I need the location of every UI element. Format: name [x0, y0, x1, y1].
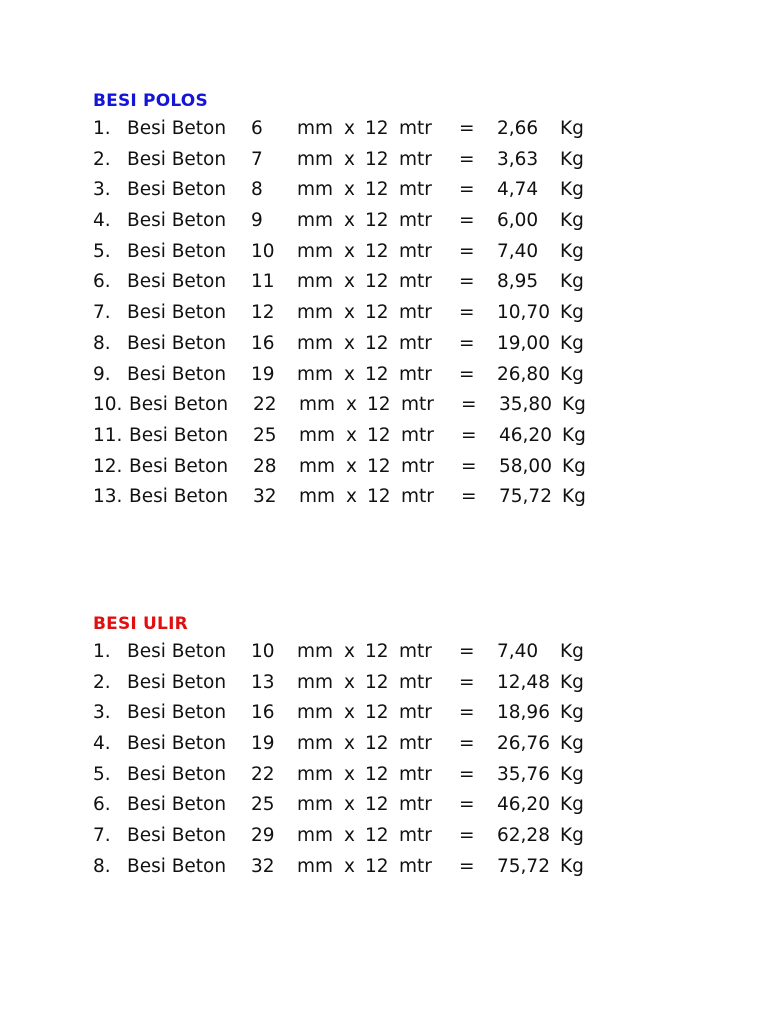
- equals-sign: =: [459, 641, 475, 662]
- bar-diameter: 9: [251, 210, 263, 232]
- item-number: 2.: [93, 148, 111, 170]
- bar-weight: 2,66: [497, 118, 539, 139]
- item-name: Besi Beton: [127, 271, 227, 293]
- equals-sign: =: [459, 271, 475, 293]
- besi-polos-section: [93, 88, 586, 513]
- bar-diameter: 6: [251, 118, 263, 139]
- bar-length: 12: [365, 641, 389, 662]
- length-unit: mtr: [399, 240, 432, 262]
- length-unit: mtr: [399, 148, 432, 170]
- item-number: 11.: [93, 424, 123, 446]
- bar-diameter: 25: [251, 794, 275, 816]
- diameter-unit: mm: [297, 302, 334, 324]
- item-name: Besi Beton: [127, 302, 227, 324]
- bar-diameter: 29: [251, 825, 275, 847]
- equals-sign: =: [461, 455, 477, 477]
- equals-sign: =: [459, 794, 475, 816]
- bar-weight: 19,00: [497, 332, 550, 354]
- bar-length: 12: [365, 271, 389, 293]
- list-item: [93, 698, 584, 729]
- diameter-unit: mm: [297, 148, 334, 170]
- bar-length: 12: [365, 855, 389, 877]
- bar-length: 12: [365, 825, 389, 847]
- equals-sign: =: [459, 148, 475, 170]
- equals-sign: =: [461, 424, 477, 446]
- length-unit: mtr: [399, 641, 432, 662]
- diameter-unit: mm: [297, 763, 334, 785]
- list-item: [93, 852, 584, 883]
- bar-length: 12: [367, 486, 391, 508]
- bar-length: 12: [365, 179, 389, 201]
- times-sign: x: [346, 394, 357, 416]
- weight-unit: Kg: [560, 794, 584, 816]
- bar-weight: 4,74: [497, 179, 539, 201]
- length-unit: mtr: [401, 394, 434, 416]
- item-number: 3.: [93, 179, 111, 201]
- times-sign: x: [344, 855, 355, 877]
- list-item: [93, 114, 584, 145]
- bar-diameter: 19: [251, 363, 275, 385]
- list-item: [93, 298, 584, 329]
- bar-weight: 3,63: [497, 148, 539, 170]
- list-item: [93, 729, 584, 760]
- bar-diameter: 22: [251, 763, 275, 785]
- equals-sign: =: [461, 394, 477, 416]
- times-sign: x: [344, 148, 355, 170]
- bar-diameter: 10: [251, 641, 275, 662]
- item-name: Besi Beton: [127, 240, 227, 262]
- diameter-unit: mm: [297, 671, 334, 693]
- diameter-unit: mm: [297, 118, 334, 139]
- weight-unit: Kg: [562, 424, 586, 446]
- times-sign: x: [344, 271, 355, 293]
- equals-sign: =: [459, 855, 475, 877]
- times-sign: x: [344, 179, 355, 201]
- bar-diameter: 28: [253, 455, 277, 477]
- diameter-unit: mm: [297, 641, 334, 662]
- list-item: [93, 175, 584, 206]
- equals-sign: =: [459, 179, 475, 201]
- weight-unit: Kg: [560, 148, 584, 170]
- times-sign: x: [344, 763, 355, 785]
- length-unit: mtr: [399, 733, 432, 755]
- times-sign: x: [344, 702, 355, 724]
- bar-diameter: 32: [253, 486, 277, 508]
- times-sign: x: [344, 825, 355, 847]
- bar-diameter: 11: [251, 271, 275, 293]
- item-number: 4.: [93, 733, 111, 755]
- bar-weight: 35,80: [499, 394, 552, 416]
- item-name: Besi Beton: [127, 825, 227, 847]
- item-number: 3.: [93, 702, 111, 724]
- item-name: Besi Beton: [127, 210, 227, 232]
- bar-diameter: 13: [251, 671, 275, 693]
- bar-length: 12: [365, 240, 389, 262]
- weight-unit: Kg: [560, 641, 584, 662]
- bar-length: 12: [365, 332, 389, 354]
- bar-weight: 10,70: [497, 302, 550, 324]
- length-unit: mtr: [401, 455, 434, 477]
- item-name: Besi Beton: [127, 332, 227, 354]
- list-item: [93, 237, 584, 268]
- diameter-unit: mm: [297, 332, 334, 354]
- bar-weight: 62,28: [497, 825, 550, 847]
- besi-polos-list: [93, 114, 586, 513]
- length-unit: mtr: [399, 118, 432, 139]
- weight-unit: Kg: [560, 240, 584, 262]
- bar-weight: 35,76: [497, 763, 550, 785]
- list-item: [93, 360, 584, 391]
- weight-unit: Kg: [560, 332, 584, 354]
- diameter-unit: mm: [299, 455, 336, 477]
- weight-unit: Kg: [560, 763, 584, 785]
- weight-unit: Kg: [560, 363, 584, 385]
- bar-length: 12: [365, 794, 389, 816]
- item-name: Besi Beton: [129, 486, 229, 508]
- weight-unit: Kg: [560, 118, 584, 139]
- bar-length: 12: [365, 733, 389, 755]
- diameter-unit: mm: [297, 271, 334, 293]
- equals-sign: =: [459, 671, 475, 693]
- weight-unit: Kg: [560, 302, 584, 324]
- item-number: 13.: [93, 486, 123, 508]
- item-number: 7.: [93, 302, 111, 324]
- weight-unit: Kg: [560, 671, 584, 693]
- weight-unit: Kg: [560, 271, 584, 293]
- length-unit: mtr: [399, 363, 432, 385]
- bar-weight: 58,00: [499, 455, 552, 477]
- item-name: Besi Beton: [127, 363, 227, 385]
- equals-sign: =: [459, 332, 475, 354]
- equals-sign: =: [459, 763, 475, 785]
- length-unit: mtr: [399, 855, 432, 877]
- bar-weight: 75,72: [497, 855, 550, 877]
- times-sign: x: [344, 210, 355, 232]
- length-unit: mtr: [399, 210, 432, 232]
- item-name: Besi Beton: [127, 733, 227, 755]
- times-sign: x: [344, 118, 355, 139]
- weight-unit: Kg: [560, 733, 584, 755]
- bar-length: 12: [365, 763, 389, 785]
- bar-weight: 46,20: [499, 424, 552, 446]
- length-unit: mtr: [399, 794, 432, 816]
- bar-length: 12: [365, 363, 389, 385]
- weight-unit: Kg: [562, 455, 586, 477]
- item-name: Besi Beton: [129, 394, 229, 416]
- bar-diameter: 22: [253, 394, 277, 416]
- diameter-unit: mm: [299, 394, 336, 416]
- length-unit: mtr: [401, 424, 434, 446]
- item-name: Besi Beton: [127, 118, 227, 139]
- bar-weight: 7,40: [497, 641, 539, 662]
- times-sign: x: [344, 363, 355, 385]
- bar-weight: 46,20: [497, 794, 550, 816]
- diameter-unit: mm: [297, 855, 334, 877]
- bar-weight: 8,95: [497, 271, 539, 293]
- list-item: [93, 267, 584, 298]
- item-number: 9.: [93, 363, 111, 385]
- diameter-unit: mm: [297, 794, 334, 816]
- item-name: Besi Beton: [127, 763, 227, 785]
- item-name: Besi Beton: [127, 855, 227, 877]
- list-item: [93, 390, 586, 421]
- bar-weight: 75,72: [499, 486, 552, 508]
- bar-diameter: 19: [251, 733, 275, 755]
- times-sign: x: [344, 302, 355, 324]
- list-item: [93, 482, 586, 513]
- bar-length: 12: [367, 424, 391, 446]
- list-item: [93, 206, 584, 237]
- item-name: Besi Beton: [127, 794, 227, 816]
- besi-ulir-heading: BESI ULIR: [93, 614, 188, 634]
- bar-length: 12: [365, 210, 389, 232]
- weight-unit: Kg: [562, 394, 586, 416]
- length-unit: mtr: [399, 763, 432, 785]
- bar-weight: 26,80: [497, 363, 550, 385]
- item-name: Besi Beton: [127, 702, 227, 724]
- length-unit: mtr: [399, 825, 432, 847]
- times-sign: x: [344, 641, 355, 662]
- length-unit: mtr: [399, 332, 432, 354]
- diameter-unit: mm: [297, 363, 334, 385]
- bar-diameter: 32: [251, 855, 275, 877]
- bar-diameter: 10: [251, 240, 275, 262]
- equals-sign: =: [459, 702, 475, 724]
- equals-sign: =: [459, 363, 475, 385]
- item-number: 5.: [93, 240, 111, 262]
- bar-weight: 26,76: [497, 733, 550, 755]
- weight-unit: Kg: [560, 702, 584, 724]
- item-name: Besi Beton: [127, 641, 227, 662]
- item-number: 5.: [93, 763, 111, 785]
- equals-sign: =: [461, 486, 477, 508]
- item-name: Besi Beton: [129, 424, 229, 446]
- equals-sign: =: [459, 210, 475, 232]
- item-number: 4.: [93, 210, 111, 232]
- bar-length: 12: [365, 148, 389, 170]
- diameter-unit: mm: [299, 424, 336, 446]
- besi-polos-heading: BESI POLOS: [93, 91, 208, 111]
- item-name: Besi Beton: [127, 148, 227, 170]
- bar-weight: 18,96: [497, 702, 550, 724]
- item-number: 1.: [93, 641, 111, 662]
- times-sign: x: [344, 240, 355, 262]
- item-number: 7.: [93, 825, 111, 847]
- list-item: [93, 145, 584, 176]
- item-number: 8.: [93, 855, 111, 877]
- times-sign: x: [344, 794, 355, 816]
- bar-diameter: 16: [251, 332, 275, 354]
- times-sign: x: [344, 671, 355, 693]
- list-item: [93, 821, 584, 852]
- list-item: [93, 760, 584, 791]
- weight-unit: Kg: [560, 210, 584, 232]
- list-item: [93, 790, 584, 821]
- length-unit: mtr: [399, 702, 432, 724]
- item-name: Besi Beton: [129, 455, 229, 477]
- times-sign: x: [346, 455, 357, 477]
- bar-weight: 6,00: [497, 210, 539, 232]
- bar-weight: 12,48: [497, 671, 550, 693]
- diameter-unit: mm: [297, 179, 334, 201]
- bar-diameter: 12: [251, 302, 275, 324]
- equals-sign: =: [459, 733, 475, 755]
- bar-length: 12: [367, 455, 391, 477]
- list-item: [93, 637, 584, 668]
- diameter-unit: mm: [297, 733, 334, 755]
- bar-diameter: 8: [251, 179, 263, 201]
- diameter-unit: mm: [297, 240, 334, 262]
- item-number: 6.: [93, 794, 111, 816]
- bar-diameter: 25: [253, 424, 277, 446]
- bar-length: 12: [365, 302, 389, 324]
- diameter-unit: mm: [297, 825, 334, 847]
- times-sign: x: [344, 733, 355, 755]
- bar-diameter: 16: [251, 702, 275, 724]
- list-item: [93, 329, 584, 360]
- length-unit: mtr: [399, 179, 432, 201]
- besi-ulir-section: [93, 611, 584, 883]
- weight-unit: Kg: [562, 486, 586, 508]
- diameter-unit: mm: [297, 702, 334, 724]
- item-name: Besi Beton: [127, 671, 227, 693]
- bar-diameter: 7: [251, 148, 263, 170]
- length-unit: mtr: [399, 271, 432, 293]
- diameter-unit: mm: [297, 210, 334, 232]
- item-number: 12.: [93, 455, 123, 477]
- item-name: Besi Beton: [127, 179, 227, 201]
- besi-ulir-list: [93, 637, 584, 883]
- equals-sign: =: [459, 825, 475, 847]
- equals-sign: =: [459, 302, 475, 324]
- length-unit: mtr: [399, 671, 432, 693]
- weight-unit: Kg: [560, 179, 584, 201]
- length-unit: mtr: [399, 302, 432, 324]
- bar-length: 12: [365, 671, 389, 693]
- bar-length: 12: [365, 702, 389, 724]
- weight-unit: Kg: [560, 825, 584, 847]
- diameter-unit: mm: [299, 486, 336, 508]
- bar-weight: 7,40: [497, 240, 539, 262]
- item-number: 6.: [93, 271, 111, 293]
- item-number: 10.: [93, 394, 123, 416]
- item-number: 2.: [93, 671, 111, 693]
- weight-unit: Kg: [560, 855, 584, 877]
- bar-length: 12: [365, 118, 389, 139]
- equals-sign: =: [459, 240, 475, 262]
- list-item: [93, 421, 586, 452]
- equals-sign: =: [459, 118, 475, 139]
- times-sign: x: [346, 424, 357, 446]
- times-sign: x: [346, 486, 357, 508]
- length-unit: mtr: [401, 486, 434, 508]
- item-number: 8.: [93, 332, 111, 354]
- bar-length: 12: [367, 394, 391, 416]
- list-item: [93, 452, 586, 483]
- item-number: 1.: [93, 118, 111, 139]
- times-sign: x: [344, 332, 355, 354]
- list-item: [93, 668, 584, 699]
